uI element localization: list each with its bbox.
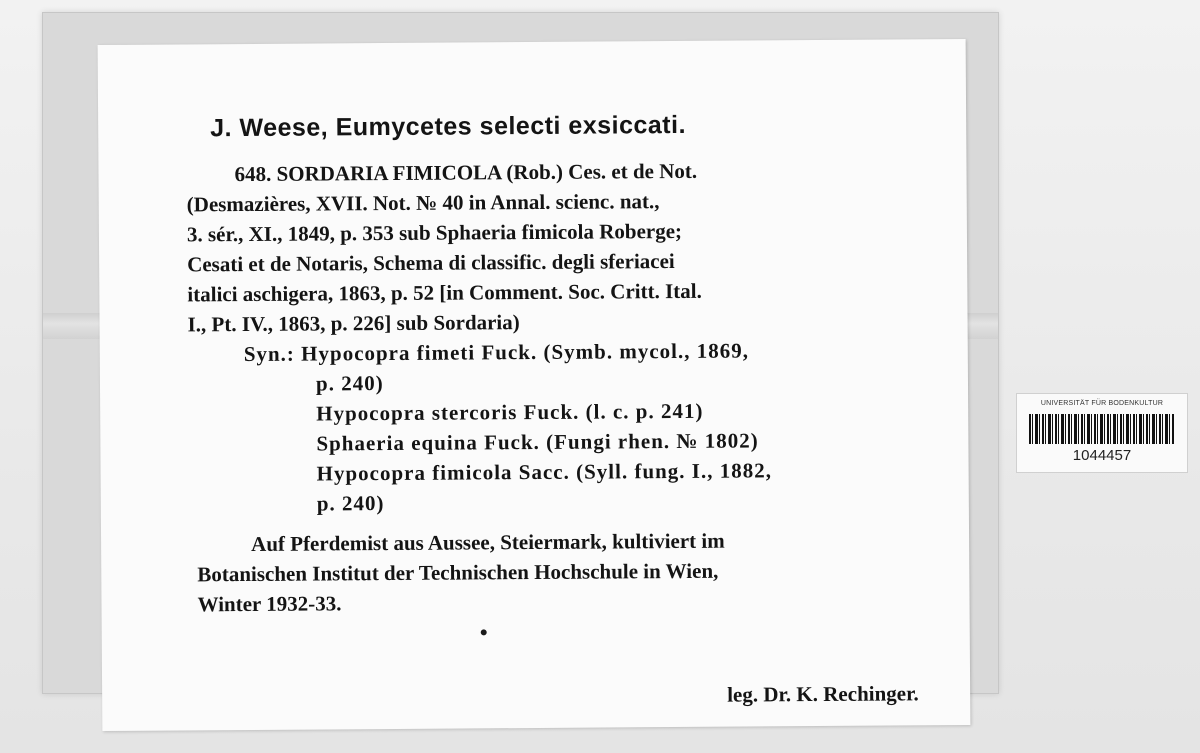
label-line: I., Pt. IV., 1863, p. 226] sub Sordaria) — [187, 310, 520, 337]
label-line: italici aschigera, 1863, p. 52 [in Comment. Soc. Critt. Ital. — [187, 278, 702, 307]
label-line: Sphaeria equina Fuck. (Fungi rhen. № 1802) — [316, 428, 759, 456]
herbarium-label — [98, 39, 971, 731]
label-title: J. Weese, Eumycetes selecti exsiccati. — [210, 110, 687, 143]
label-line: Hypocopra fimicola Sacc. (Syll. fung. I., 1882, — [316, 458, 773, 486]
label-line: Winter 1932-33. — [197, 591, 342, 617]
barcode-label — [1016, 393, 1188, 473]
label-line: Hypocopra stercoris Fuck. (l. c. p. 241) — [316, 398, 704, 426]
label-line: (Desmazières, XVII. Not. № 40 in Annal. scienc. nat., — [186, 189, 660, 217]
barcode-icon — [1029, 414, 1175, 444]
barcode-institution: UNIVERSITÄT FÜR BODENKULTUR — [1040, 400, 1164, 407]
label-line: p. 240) — [316, 491, 385, 516]
label-line: Cesati et de Notaris, Schema di classific. degli sferiacei — [187, 249, 675, 277]
barcode-number: 1044457 — [1072, 447, 1132, 464]
label-line: p. 240) — [315, 371, 384, 396]
label-line: Botanischen Institut der Technischen Hochschule in Wien, — [197, 558, 719, 587]
label-line: Auf Pferdemist aus Aussee, Steiermark, kultiviert im — [251, 528, 725, 556]
label-line: 3. sér., XI., 1849, p. 353 sub Sphaeria fimicola Roberge; — [186, 218, 683, 247]
collector-line: leg. Dr. K. Rechinger. — [727, 681, 919, 707]
label-line: 648. SORDARIA FIMICOLA (Rob.) Ces. et de Not. — [234, 158, 698, 187]
ink-speck — [98, 39, 971, 731]
label-line: Syn.: Hypocopra fimeti Fuck. (Symb. mycol., 1869, — [243, 338, 750, 367]
